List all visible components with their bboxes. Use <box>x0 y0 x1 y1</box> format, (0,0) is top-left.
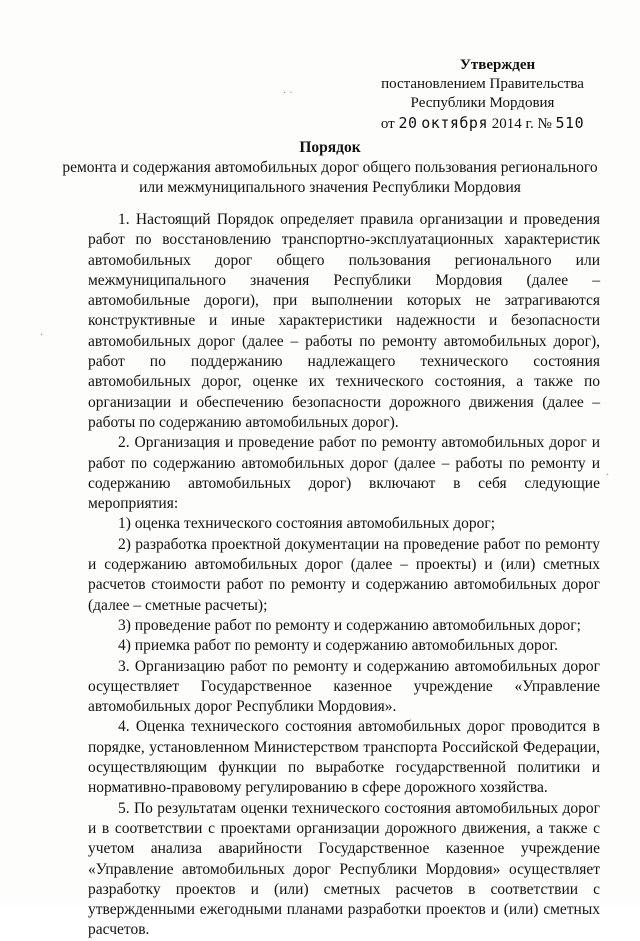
paragraph-4: 4. Оценка технического состояния автомобильных дорог проводится в порядке, установленном Министерством транспорта Российской Федерации, осуществляющим функции по выработке государственной политики и нормативно-правовому регулированию в сфере дорожного хозяйства. <box>88 718 600 797</box>
paragraph-3: 3. Организацию работ по ремонту и содержанию автомобильных дорог осуществляет Государственное казенное учреждение «Управление автомобильных дорог Республики Мордовия». <box>88 657 600 716</box>
list-item-2: 2) разработка проектной документации на проведение работ по ремонту и содержанию автомобильных дорог (далее – проекты) и (или) сметных расчетов стоимости работ по ремонту и содержанию автомобильных дорог (далее – сметные расчеты); <box>88 535 600 614</box>
scan-speck: · <box>40 330 44 341</box>
decree-number: 510 <box>555 114 585 132</box>
date-day: 20 <box>398 114 418 132</box>
approval-line-1: постановлением Правительства <box>381 76 584 92</box>
number-sign: № <box>537 116 552 132</box>
date-prefix: от <box>380 116 395 132</box>
date-month: октября <box>421 114 488 132</box>
approval-line-2: Республики Мордовия <box>410 95 555 111</box>
list-item-1: 1) оценка технического состояния автомобильных дорог; <box>118 515 496 533</box>
approval-date-line <box>365 114 600 134</box>
list-item-3: 3) проведение работ по ремонту и содержанию автомобильных дорог; <box>118 616 581 634</box>
scan-speck: · · <box>283 88 293 99</box>
paragraph-2: 2. Организация и проведение работ по ремонту автомобильных дорог и работ по содержанию автомобильных дорог (далее – работы по ремонту и содержанию автомобильных дорог) включают в себя следующие мероприятия: <box>88 434 600 513</box>
scan-speck: · <box>606 470 610 481</box>
document-title: Порядок <box>299 139 361 156</box>
approval-title: Утвержден <box>459 57 536 73</box>
list-item-4: 4) приемка работ по ремонту и содержанию автомобильных дорог. <box>118 637 559 655</box>
document-subtitle: ремонта и содержания автомобильных дорог общего пользования регионального или межмуниципального значения Республики Мордовия <box>62 159 598 196</box>
document-body <box>88 210 600 941</box>
date-year: 2014 г. <box>491 116 534 132</box>
paragraph-1: 1. Настоящий Порядок определяет правила организации и проведения работ по восстановлению транспортно-эксплуатационных характеристик автомобильных дорог общего пользования регионального или межмуниципального значения Республики Мордовия (далее – автомобильные дороги), при выполнении которых не затрагиваются конструктивные и иные характеристики надежности и безопасности автомобильных дорог (далее – работы по ремонту автомобильных дорог), работ по поддержанию надлежащего технического состояния автомобильных дорог, оценке их технического состояния, а также по организации и обеспечению безопасности дорожного движения (далее – работы по содержанию автомобильных дорог). <box>88 211 600 431</box>
paragraph-5: 5. По результатам оценки технического состояния автомобильных дорог и в соответствии с проектами организации дорожного движения, а также с учетом анализа аварийности Государственное казенное учреждение «Управление автомобильных дорог Республики Мордовия» осуществляет разработку проектов и (или) сметных расчетов в соответствии с утвержденными ежегодными планами разработки проектов и (или) сметных расчетов. <box>88 799 600 939</box>
approval-stamp <box>365 56 600 134</box>
